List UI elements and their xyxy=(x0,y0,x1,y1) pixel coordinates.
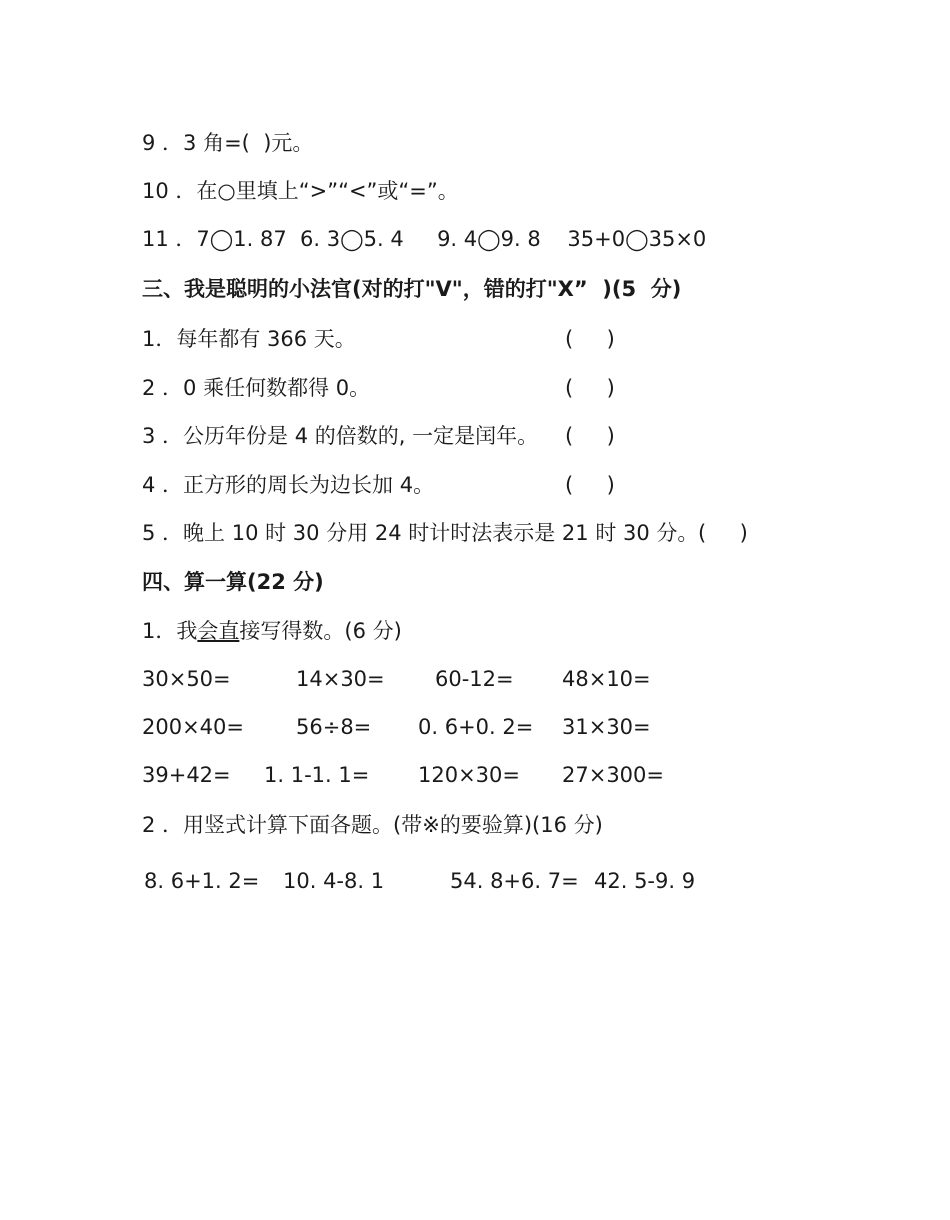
oral-calc-item: 200×40= xyxy=(142,715,244,739)
calc-q1-suffix: 接写得数。(6 分) xyxy=(239,619,402,643)
judge-item-2: 2 ．0 乘任何数都得 0。 xyxy=(142,376,371,400)
oral-calc-item: 56÷8= xyxy=(296,715,372,739)
answer-paren-5[interactable]: ( ) xyxy=(698,521,748,545)
oral-calc-item: 31×30= xyxy=(562,715,651,739)
calc-q1-prefix: 1．我 xyxy=(142,619,198,643)
judge-item-1: 1．每年都有 366 天。 xyxy=(142,327,356,351)
oral-calc-item: 14×30= xyxy=(296,667,385,691)
answer-paren-4[interactable]: ( ) xyxy=(565,473,615,497)
vertical-calc-item: 54. 8+6. 7= xyxy=(450,869,579,893)
oral-calc-item: 48×10= xyxy=(562,667,651,691)
oral-calc-item: 60-12= xyxy=(435,667,514,691)
question-10: 10 ．在○里填上“>”“<”或“=”。 xyxy=(142,179,459,203)
oral-calc-item: 0. 6+0. 2= xyxy=(418,715,534,739)
judge-item-4: 4 ．正方形的周长为边长加 4。 xyxy=(142,473,435,497)
calc-question-1 xyxy=(142,617,402,645)
oral-calc-item: 39+42= xyxy=(142,763,231,787)
section-4-title: 四、算一算(22 分) xyxy=(142,570,324,594)
vertical-calc-item: 42. 5-9. 9 xyxy=(594,869,696,893)
answer-paren-3[interactable]: ( ) xyxy=(565,424,615,448)
question-11: 11 ．7◯1. 87 6. 3◯5. 4 9. 4◯9. 8 35+0◯35×0 xyxy=(142,227,707,251)
question-9: 9 ．3 角=( )元。 xyxy=(142,131,314,155)
answer-paren-1[interactable]: ( ) xyxy=(565,327,615,351)
section-3-title: 三、我是聪明的小法官(对的打"V"，错的打"X” )(5 分) xyxy=(142,277,682,301)
calc-question-2: 2 ．用竖式计算下面各题。(带※的要验算)(16 分) xyxy=(142,813,603,837)
vertical-calc-item: 8. 6+1. 2= xyxy=(144,869,260,893)
oral-calc-item: 30×50= xyxy=(142,667,231,691)
oral-calc-item: 27×300= xyxy=(562,763,664,787)
vertical-calc-item: 10. 4-8. 1 xyxy=(283,869,385,893)
answer-paren-2[interactable]: ( ) xyxy=(565,376,615,400)
oral-calc-item: 120×30= xyxy=(418,763,520,787)
judge-item-5: 5 ．晚上 10 时 30 分用 24 时计时法表示是 21 时 30 分。 xyxy=(142,521,699,545)
judge-item-3: 3 ．公历年份是 4 的倍数的, 一定是闰年。 xyxy=(142,424,539,448)
oral-calc-item: 1. 1-1. 1= xyxy=(264,763,370,787)
calc-q1-underlined: 会直 xyxy=(197,619,240,643)
